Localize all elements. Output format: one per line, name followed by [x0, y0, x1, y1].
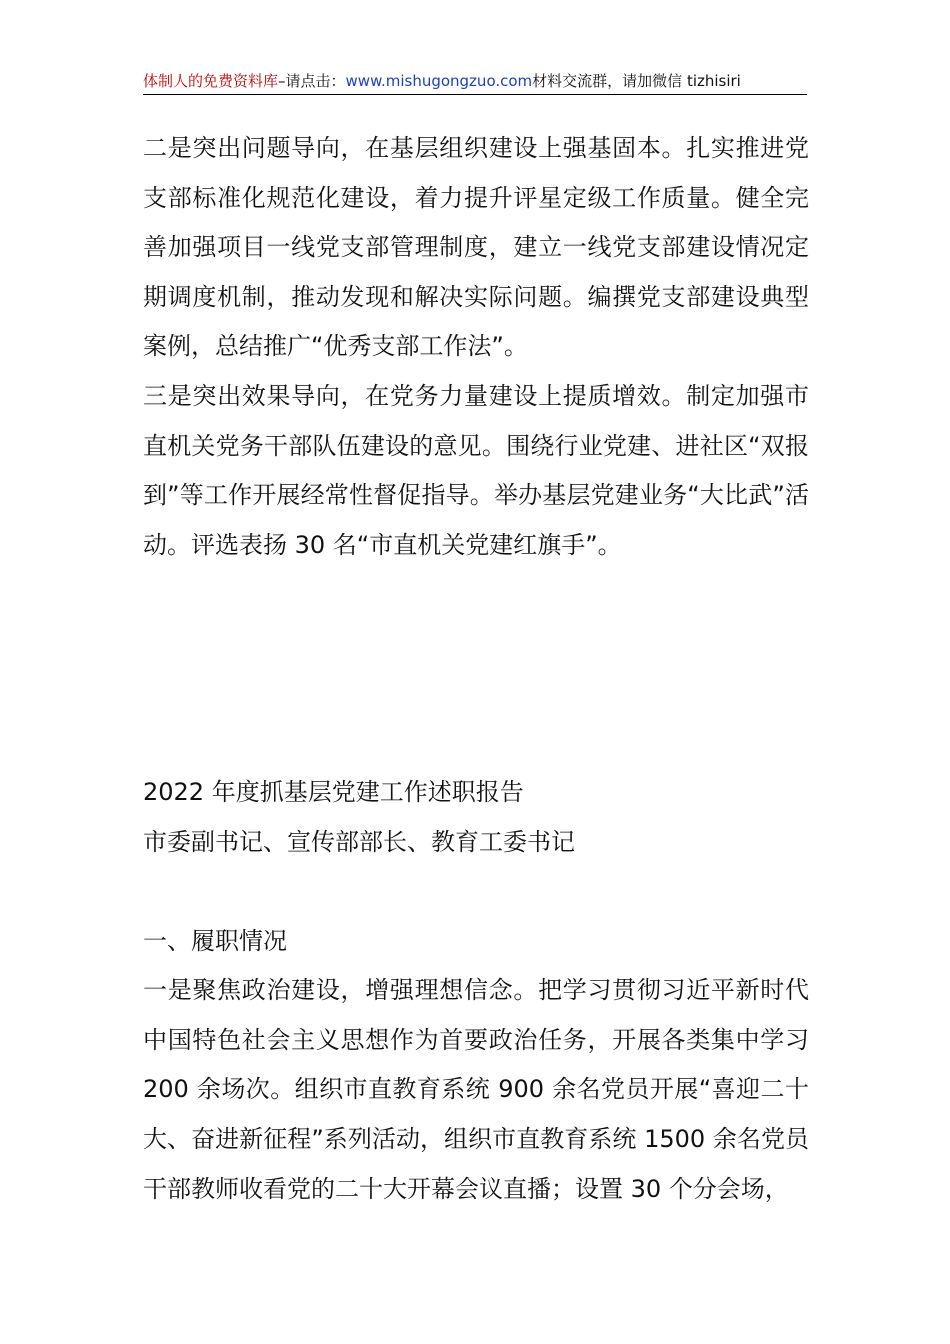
blank-line — [143, 868, 809, 917]
paragraph-effect-oriented: 三是突出效果导向，在党务力量建设上提质增效。制定加强市直机关党务干部队伍建设的意见。围绕行业党建、进社区“双报到”等工作开展经常性督促指导。举办基层党建业务“大比武”活动。评选表扬 30 名“市直机关党建红旗手”。 — [143, 381, 809, 559]
section-heading: 一、履职情况 — [143, 926, 287, 955]
header-brand: 体制人的免费资料库 — [143, 72, 279, 90]
paragraph-political-building: 一是聚焦政治建设，增强理想信念。把学习贯彻习近平新时代中国特色社会主义思想作为首要政治任务，开展各类集中学习 200 余场次。组织市直教育系统 900 余名党员开展“喜迎二十大、奋进新征程”系列活动，组织市直教育系统 1500 余名党员干部教师收看党的二十大开幕会议直播；设置 30 个分会场， — [143, 976, 809, 1203]
blank-space — [143, 570, 809, 768]
header-url-link[interactable]: www.mishugongzuo.com — [345, 72, 533, 90]
paragraph-problem-oriented: 二是突出问题导向，在基层组织建设上强基固本。扎实推进党支部标准化规范化建设，着力提升评星定级工作质量。健全完善加强项目一线党支部管理制度，建立一线党支部建设情况定期调度机制，推动发现和解决实际问题。编撰党支部建设典型案例，总结推广“优秀支部工作法”。 — [143, 134, 809, 361]
header-separator: –请点击： — [278, 72, 346, 90]
header-note: 材料交流群，请加微信 tizhisiri — [532, 72, 741, 90]
report-author: 市委副书记、宣传部部长、教育工委书记 — [143, 827, 575, 856]
report-title: 2022 年度抓基层党建工作述职报告 — [143, 778, 524, 807]
document-body — [143, 124, 809, 1214]
page-header — [143, 70, 807, 95]
